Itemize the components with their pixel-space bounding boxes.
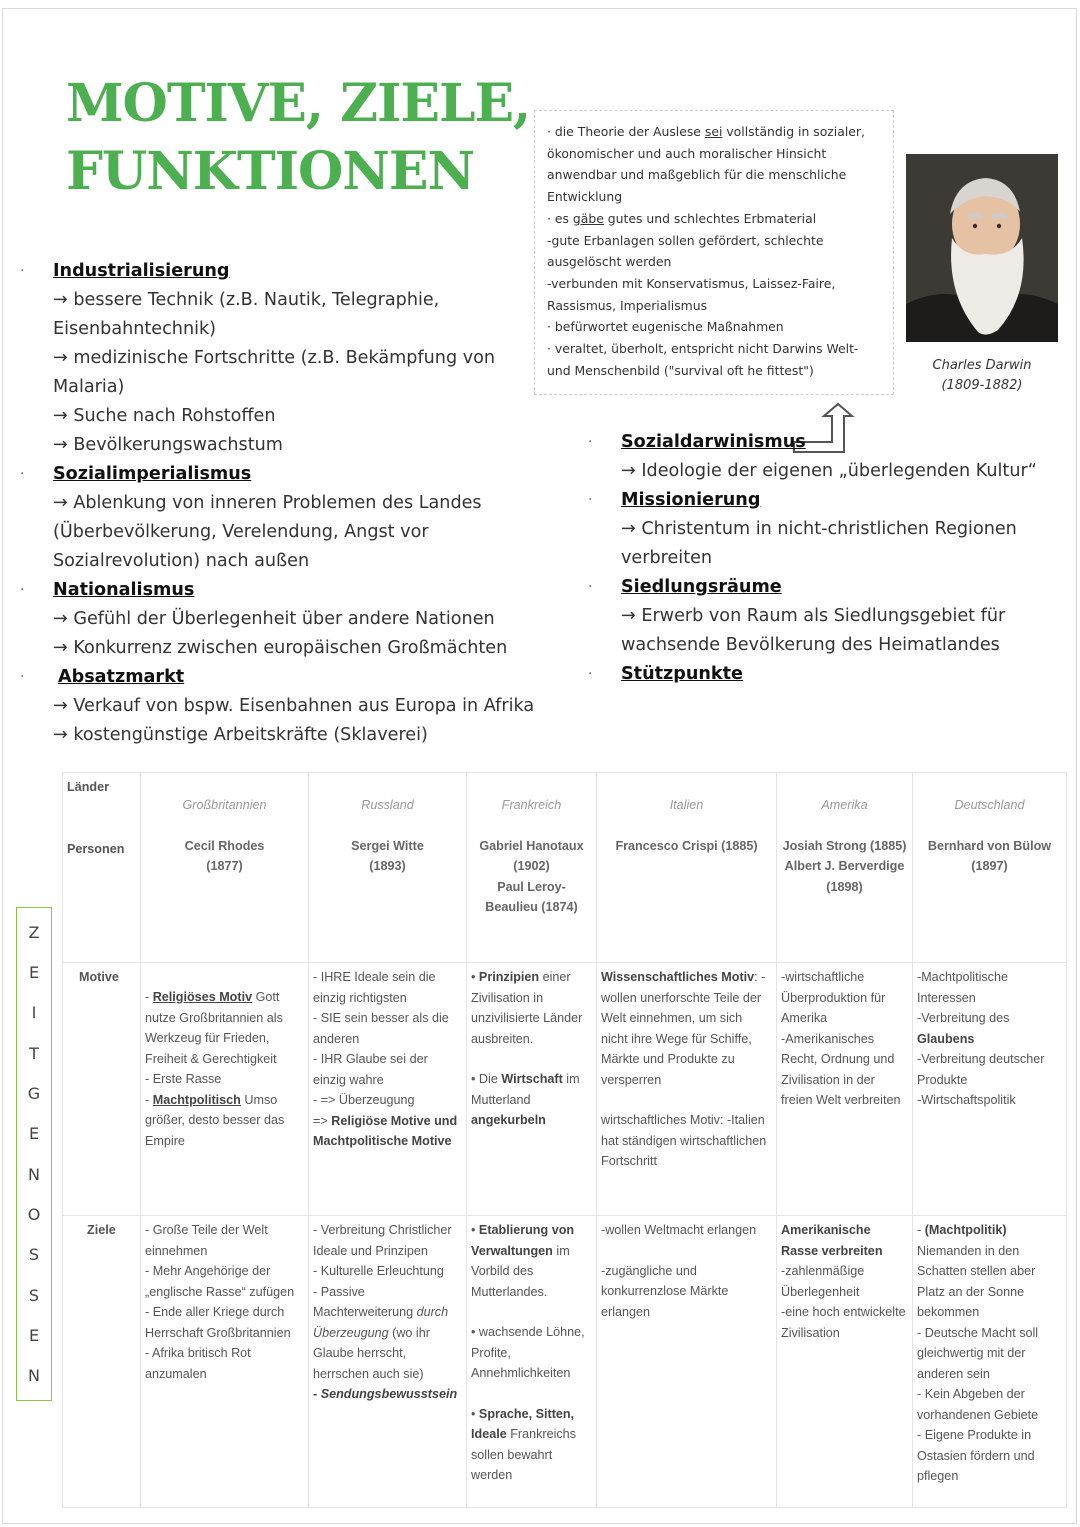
bullet-icon: · (20, 669, 25, 685)
corner-persons: Personen (67, 841, 125, 856)
vertical-letter: N (28, 1164, 40, 1184)
cell-text: - Ende aller Kriege durch Herrschaft Großbritannien (145, 1305, 291, 1340)
note-line: -verbunden mit Konservatismus, Laissez-Faire, Rassismus, Imperialismus (547, 275, 836, 313)
country-label: Amerika (821, 798, 868, 812)
country-label: Russland (361, 798, 414, 812)
note-line: · die Theorie der Auslese sei vollständig in sozialer, ökonomischer und auch moralischer Hinsicht anwendbar und maßgeblich für die menschliche Entwicklung (547, 124, 865, 205)
section-line: → medizinische Fortschritte (z.B. Bekämpfung von Malaria) (53, 348, 496, 397)
zeitgenossen-label (16, 907, 52, 1401)
header-row (63, 773, 1067, 963)
person-line: Bernhard von Bülow (927, 838, 1052, 853)
person-line: Beaulieu (1874) (485, 900, 578, 914)
corner-countries: Länder (67, 780, 109, 794)
vertical-letter: E (28, 962, 40, 982)
cell-text: - Erste Rasse (145, 1072, 222, 1086)
corner-cell (63, 773, 141, 963)
row-label-motive: Motive (63, 963, 141, 1216)
portrait-name: Charles Darwin (932, 358, 1032, 373)
section-stuetzpunkte (588, 660, 1058, 689)
cell-text: - Kulturelle Erleuchtung (313, 1264, 444, 1278)
person-line: Paul Leroy- (497, 879, 566, 894)
cell-text: -wollen Weltmacht erlangen (601, 1223, 757, 1237)
header-ru (309, 773, 467, 963)
portrait-caption (900, 356, 1064, 396)
section-title: Nationalismus (53, 580, 195, 600)
section-line: → Bevölkerungswachstum (53, 435, 283, 455)
cell-text: - Machtpolitisch Umso größer, desto besser das Empire (145, 1092, 285, 1148)
country-label: Frankreich (501, 798, 562, 812)
section-line: → Konkurrenz zwischen europäischen Großmächten (53, 638, 508, 658)
person-line: (1893) (369, 859, 406, 873)
cell-text: - Religiöses Motiv Gott nutze Großbritannien als Werkzeug für Frieden, Freiheit & Gerechtigkeit (145, 990, 283, 1066)
cell-text: - (Machtpolitik) Niemanden in den Schatten stellen aber Platz an der Sonne bekommen (917, 1223, 1036, 1319)
header-fr (467, 773, 597, 963)
cell-text: • Die Wirtschaft im Mutterland angekurbeln (471, 1072, 580, 1127)
ziele-de (913, 1216, 1067, 1508)
note-line: · befürwortet eugenische Maßnahmen (547, 319, 784, 335)
vertical-letter: T (29, 1043, 39, 1063)
darwin-portrait (906, 154, 1058, 342)
person-line: Gabriel Hanotaux (479, 838, 584, 853)
vertical-letter: O (27, 1204, 41, 1224)
section-nationalismus (20, 576, 540, 663)
motive-row (63, 963, 1067, 1216)
vertical-letter: S (28, 1285, 40, 1305)
cell-text: - SIE sein besser als die anderen (313, 1011, 449, 1046)
ziele-it (597, 1216, 777, 1508)
cell-text: -eine hoch entwickelte Zivilisation (781, 1305, 906, 1340)
section-line: → Gefühl der Überlegenheit über andere Nationen (53, 609, 495, 629)
section-line: → bessere Technik (z.B. Nautik, Telegraphie, Eisenbahntechnik) (53, 290, 440, 339)
motives-left-column (20, 257, 540, 750)
bullet-icon: · (20, 582, 25, 598)
header-it (597, 773, 777, 963)
section-line: → kostengünstige Arbeitskräfte (Sklaverei) (53, 725, 428, 745)
ziele-gb (141, 1216, 309, 1508)
ziele-row (63, 1216, 1067, 1508)
vertical-letter: E (28, 1124, 40, 1144)
cell-text: - Passive Machterweiterung durch Überzeugung (wo ihr Glaube herrscht, herrschen auch sie) (313, 1284, 449, 1381)
bullet-icon: · (588, 434, 593, 450)
cell-text: • Etablierung von Verwaltungen im Vorbild des Mutterlandes. (471, 1223, 575, 1299)
person-line: Sergei Witte (351, 838, 424, 853)
cell-text: -zahlenmäßige Überlegenheit (781, 1264, 865, 1299)
cell-text: - Deutsche Macht soll gleichwertig mit der anderen sein (917, 1325, 1039, 1381)
bullet-icon: · (20, 263, 25, 279)
section-missionierung (588, 486, 1058, 573)
motives-right-column (588, 428, 1058, 689)
section-title: Absatzmarkt (58, 667, 185, 687)
header-gb (141, 773, 309, 963)
title-line-2: FUNKTIONEN (66, 141, 475, 202)
section-line: → Christentum in nicht-christlichen Regionen verbreiten (621, 519, 1017, 568)
cell-text: • Prinzipien einer Zivilisation in unzivilisierte Länder ausbreiten. (471, 970, 583, 1046)
cell-text: - IHRE Ideale sein die einzig richtigsten (313, 970, 436, 1005)
portrait-years: (1809-1882) (941, 378, 1023, 393)
section-line: → Ideologie der eigenen „überlegenden Kultur“ (621, 461, 1037, 481)
section-title: Sozialdarwinismus (621, 432, 806, 452)
motive-it (597, 963, 777, 1216)
section-industrialisierung (20, 257, 540, 460)
cell-text: => Religiöse Motive und Machtpolitische Motive (313, 1113, 458, 1148)
vertical-letter: N (28, 1366, 40, 1386)
cell-text: - => Überzeugung (313, 1093, 415, 1107)
cell-text: - Große Teile der Welt einnehmen (145, 1223, 268, 1258)
row-label-ziele: Ziele (63, 1216, 141, 1508)
country-label: Italien (669, 798, 704, 812)
note-line: · es gäbe gutes und schlechtes Erbmaterial (547, 210, 817, 226)
cell-text: - Eigene Produkte in Ostasien fördern und pflegen (917, 1428, 1035, 1483)
person-line: (1898) (826, 879, 863, 894)
section-title: Siedlungsräume (621, 577, 782, 597)
section-title: Stützpunkte (621, 664, 743, 684)
cell-text: -Amerikanisches Recht, Ordnung und Zivilisation in der freien Welt verbreiten (781, 1031, 901, 1107)
contemporaries-table (62, 772, 1067, 1508)
vertical-letter: Z (28, 922, 40, 942)
cell-text: - Afrika britisch Rot anzumalen (145, 1346, 251, 1381)
country-label: Großbritannien (182, 798, 267, 812)
vertical-letter: E (28, 1325, 40, 1345)
bullet-icon: · (588, 666, 593, 682)
cell-text: -zugängliche und konkurrenzlose Märkte erlangen (601, 1263, 729, 1319)
note-line: · veraltet, überholt, entspricht nicht Darwins Welt- und Menschenbild ("survival oft he fittest") (547, 341, 859, 378)
person-line: Josiah Strong (1885) (782, 838, 907, 853)
cell-text: - Mehr Angehörige der „englische Rasse“ zufügen (145, 1264, 295, 1299)
cell-text: -Machtpolitische Interessen (917, 970, 1008, 1005)
cell-text: -Verbreitung deutscher Produkte (917, 1052, 1045, 1087)
country-label: Deutschland (954, 798, 1025, 812)
person-line: Albert J. Berverdige (784, 859, 905, 873)
cell-text: - IHR Glaube sei der einzig wahre (313, 1052, 428, 1087)
person-line: Francesco Crispi (1885) (615, 838, 758, 853)
motive-de (913, 963, 1067, 1216)
section-line: → Erwerb von Raum als Siedlungsgebiet für wachsende Bevölkerung des Heimatlandes (621, 606, 1006, 655)
person-line: (1897) (971, 859, 1008, 873)
cell-text: -wirtschaftliche Überproduktion für Amerika (781, 970, 886, 1025)
vertical-letter: I (31, 1003, 37, 1023)
motive-gb (141, 963, 309, 1216)
cell-text: Wissenschaftliches Motiv: -wollen unerforschte Teile der Welt einnehmen, um sich nicht ihre Wege für Schiffe, Märkte und Produkte zu versperren (601, 970, 766, 1087)
person-line: Cecil Rhodes (184, 838, 265, 853)
section-sozialdarwinismus (588, 428, 1058, 486)
section-line: → Ablenkung von inneren Problemen des Landes (Überbevölkerung, Verelendung, Angst vor Sozialrevolution) nach außen (53, 493, 482, 571)
cell-text: -Wirtschaftspolitik (917, 1093, 1016, 1107)
social-darwinism-notes (534, 110, 894, 395)
cell-text: wirtschaftliches Motiv: -Italien hat ständigen wirtschaftlichen Fortschritt (601, 1113, 767, 1168)
vertical-letter: S (28, 1245, 40, 1265)
bullet-icon: · (588, 492, 593, 508)
cell-text: - Sendungsbewusstsein (313, 1387, 458, 1401)
cell-text: • Sprache, Sitten, Ideale Frankreichs sollen bewahrt werden (471, 1406, 576, 1482)
ziele-am (777, 1216, 913, 1508)
section-line: → Suche nach Rohstoffen (53, 406, 276, 426)
cell-text: Amerikanische Rasse verbreiten (781, 1223, 883, 1258)
section-title: Sozialimperialismus (53, 464, 252, 484)
section-siedlungsraeume (588, 573, 1058, 660)
ziele-ru (309, 1216, 467, 1508)
header-de (913, 773, 1067, 963)
section-title: Missionierung (621, 490, 761, 510)
bullet-icon: · (20, 466, 25, 482)
vertical-letter: G (27, 1083, 41, 1103)
motive-ru (309, 963, 467, 1216)
motive-am (777, 963, 913, 1216)
person-line: (1877) (206, 859, 243, 873)
person-line: (1902) (513, 859, 550, 873)
page-title (66, 70, 530, 206)
section-line: → Verkauf von bspw. Eisenbahnen aus Europa in Afrika (53, 696, 535, 716)
note-line: -gute Erbanlagen sollen gefördert, schlechte ausgelöscht werden (547, 232, 824, 270)
cell-text: • wachsende Löhne, Profite, Annehmlichkeiten (471, 1325, 585, 1380)
cell-text: - Verbreitung Christlicher Ideale und Prinzipen (313, 1223, 452, 1258)
title-line-1: MOTIVE, ZIELE, (66, 73, 531, 134)
section-title: Industrialisierung (53, 261, 230, 281)
cell-text: -Verbreitung des Glaubens (917, 1011, 1010, 1046)
bullet-icon: · (588, 579, 593, 595)
motive-fr (467, 963, 597, 1216)
cell-text: - Kein Abgeben der vorhandenen Gebiete (917, 1387, 1039, 1422)
section-sozialimperialismus (20, 460, 540, 576)
ziele-fr (467, 1216, 597, 1508)
section-absatzmarkt (20, 663, 540, 750)
header-am (777, 773, 913, 963)
